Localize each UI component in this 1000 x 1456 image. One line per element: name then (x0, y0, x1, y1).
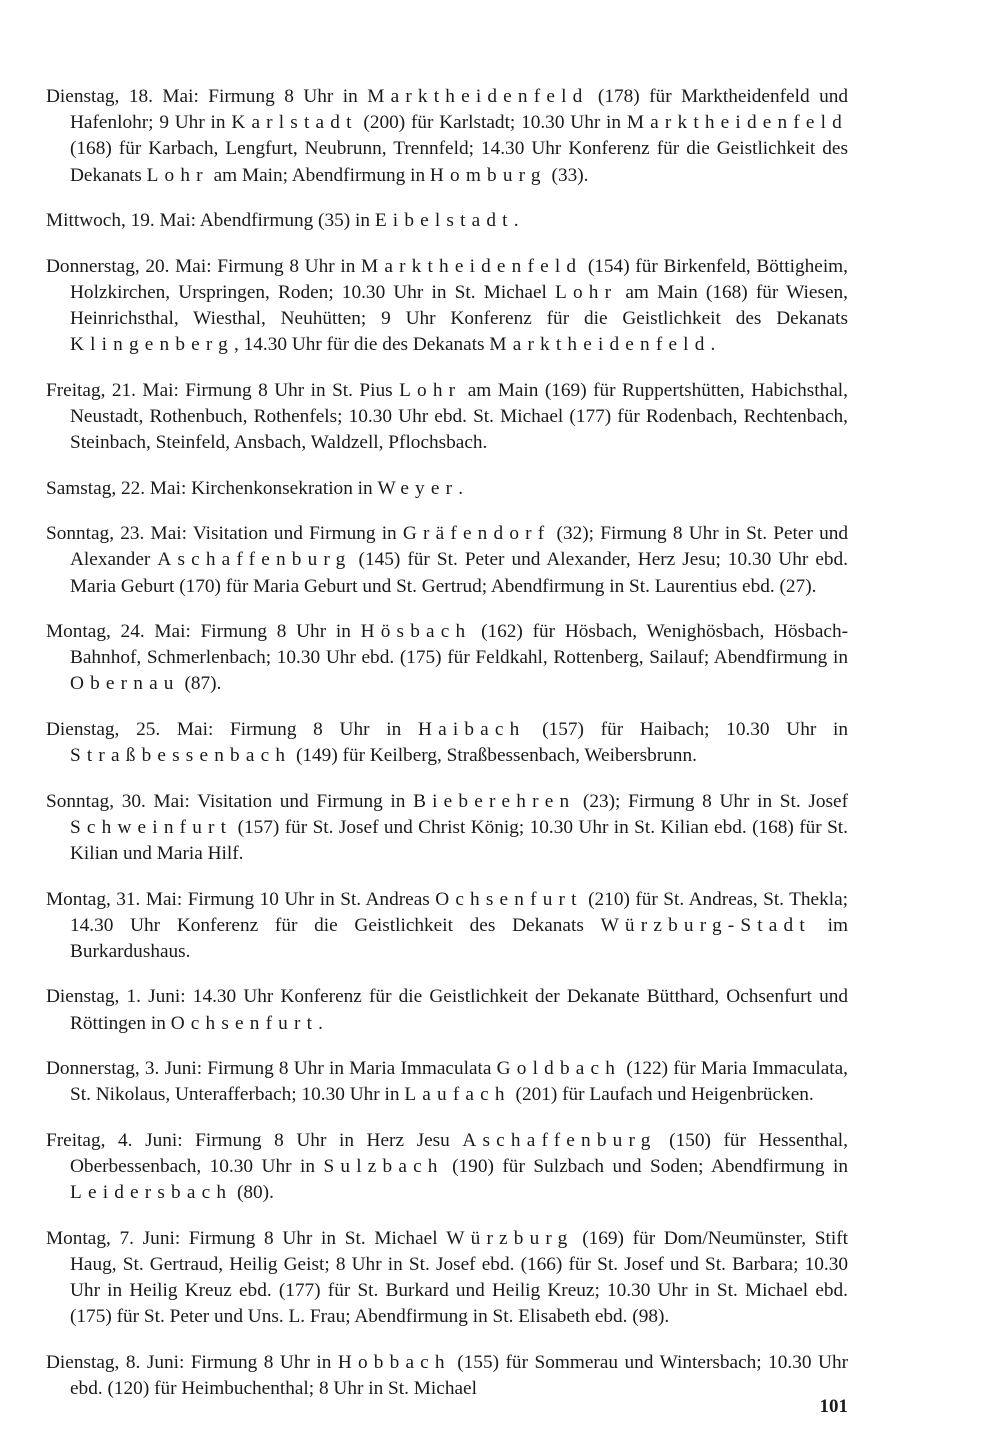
schedule-entry (46, 1056, 848, 1108)
entry-text: Donnerstag, 3. Juni: Firmung 8 Uhr in Maria Immaculata (46, 1058, 497, 1080)
entry-text: Sonntag, 23. Mai: Visitation und Firmung in (46, 523, 403, 545)
entry-text: am Main (169) für Ruppertshütten, Habichsthal, Neustadt, Rothenbuch, Rothenfels; 10.30 Uhr ebd. St. Michael (177) für Rodenbach, Rechtenbach, Steinbach, Steinfeld, Ansbach, Waldzell, Pflochsbach. (70, 379, 848, 454)
place-name: Sulzbach (323, 1156, 444, 1178)
schedule-entry (46, 378, 848, 457)
schedule-entry (46, 521, 848, 600)
place-name: Ochsenfurt (170, 1012, 319, 1034)
entry-text: am Main; Abendfirmung in (208, 164, 430, 186)
place-name: Straßbessenbach (70, 745, 292, 767)
schedule-entry (46, 789, 848, 868)
entry-text: (201) für Laufach und Heigenbrücken. (510, 1084, 814, 1106)
entry-text: (210) für St. Andreas, St. Thekla; 14.30 Uhr Konferenz für die Geistlichkeit des Dekanats (70, 888, 848, 936)
entry-text: Montag, 31. Mai: Firmung 10 Uhr in St. Andreas (46, 888, 436, 910)
entry-text: (32); Firmung 8 Uhr in St. Peter und Alexander (70, 523, 848, 571)
entry-text: im Burkardushaus. (70, 914, 848, 962)
schedule-entry (46, 1128, 848, 1207)
place-name: Würzburg (446, 1227, 574, 1249)
schedule-entry (46, 717, 848, 769)
entry-text: . (458, 477, 464, 499)
place-name: Marktheidenfeld (489, 334, 711, 356)
schedule-entry (46, 1226, 848, 1331)
place-name: Marktheidenfeld (361, 255, 583, 277)
entry-text: (145) für St. Peter und Alexander, Herz Jesu; 10.30 Uhr ebd. Maria Geburt (170) für Maria Geburt und St. Gertrud; Abendfirmung in St. Laurentius ebd. (27). (70, 549, 848, 597)
entry-text: (178) für Marktheidenfeld und Hafenlohr; 9 Uhr in (70, 86, 848, 134)
entry-text: (149) für Keilberg, Straßbessenbach, Weibersbrunn. (291, 745, 697, 767)
place-name: Weyer (377, 477, 459, 499)
schedule-entry (46, 1350, 848, 1402)
entry-text: (154) für Birkenfeld, Böttigheim, Holzkirchen, Urspringen, Roden; 10.30 Uhr in St. Michael (70, 255, 848, 303)
entry-text: Freitag, 4. Juni: Firmung 8 Uhr in Herz Jesu (46, 1129, 463, 1151)
schedule-entry (46, 476, 848, 502)
entry-text: Donnerstag, 20. Mai: Firmung 8 Uhr in (46, 255, 362, 277)
entry-text: (150) für Hessenthal, Oberbessenbach, 10.30 Uhr in (70, 1129, 848, 1178)
entry-text: , 14.30 Uhr für die des Dekanats (233, 334, 490, 356)
entry-text: (157) für St. Josef und Christ König; 10.30 Uhr in St. Kilian ebd. (168) für St. Kilian und Maria Hilf. (70, 816, 848, 865)
place-name: Eibelstadt (374, 210, 514, 232)
place-name: Gräfendorf (402, 523, 551, 545)
entry-text: (162) für Hösbach, Wenighösbach, Hösbach-Bahnhof, Schmerlenbach; 10.30 Uhr ebd. (175) für Feldkahl, Rottenberg, Sailauf; Abendfirmung in (70, 621, 848, 669)
entry-text: Dienstag, 8. Juni: Firmung 8 Uhr in (46, 1351, 338, 1373)
entry-text: (169) für Dom/Neumünster, Stift Haug, St. Gertraud, Heilig Geist; 8 Uhr in St. Josef ebd. (166) für St. Josef und St. Barbara; 10.30 Uhr in Heilig Kreuz ebd. (177) für St. Burkard und Heilig Kreuz; 10.30 Uhr in St. Michael ebd. (175) für St. Peter und Uns. L. Frau; Abendfirmung in St. Elisabeth ebd. (98). (70, 1227, 849, 1328)
entry-text: Mittwoch, 19. Mai: Abendfirmung (35) in (46, 210, 375, 232)
entry-text: Samstag, 22. Mai: Kirchenkonsekration in (46, 477, 378, 499)
place-name: Marktheidenfeld (367, 86, 589, 107)
entry-text: (23); Firmung 8 Uhr in St. Josef (575, 790, 848, 812)
entry-text: (157) für Haibach; 10.30 Uhr in (525, 718, 848, 740)
place-name: Leidersbach (70, 1182, 233, 1204)
place-name: Ochsenfurt (435, 888, 583, 910)
entry-text: (33). (546, 164, 589, 186)
place-name: Würzburg-Stadt (600, 914, 811, 936)
place-name: Klingenberg (70, 334, 234, 356)
entry-text: (190) für Sulzbach und Soden; Abendfirmung in (443, 1156, 848, 1178)
entry-text: (200) für Karlstadt; 10.30 Uhr in (357, 112, 627, 134)
entry-text: (155) für Sommerau und Wintersbach; 10.30 Uhr ebd. (120) für Heimbuchenthal; 8 Uhr in St. Michael (70, 1351, 848, 1400)
place-name: Marktheidenfeld (626, 112, 848, 134)
place-name: Lohr (555, 281, 618, 303)
place-name: Karlstadt (231, 112, 358, 134)
entry-text: (122) für Maria Immaculata, St. Nikolaus, Unterafferbach; 10.30 Uhr in (70, 1058, 849, 1106)
entry-text: Montag, 7. Juni: Firmung 8 Uhr in St. Michael (46, 1227, 447, 1249)
place-name: Homburg (429, 164, 547, 186)
place-name: Hösbach (360, 621, 472, 643)
place-name: Hobbach (337, 1351, 451, 1373)
schedule-entries (46, 84, 848, 1407)
place-name: Schweinfurt (70, 816, 233, 838)
place-name: Obernau (70, 673, 180, 695)
entry-text: Dienstag, 18. Mai: Firmung 8 Uhr in (46, 86, 368, 107)
entry-text: (80). (232, 1182, 274, 1204)
entry-text: (87). (179, 673, 222, 695)
place-name: Lohr (399, 379, 462, 401)
entry-text: Dienstag, 25. Mai: Firmung 8 Uhr in (46, 718, 418, 740)
place-name: Lohr (146, 164, 209, 186)
schedule-entry (46, 84, 848, 189)
place-name: Aschaffenburg (462, 1129, 657, 1151)
entry-text: . (710, 334, 716, 356)
place-name: Bieberehren (413, 790, 576, 812)
page-number: 101 (819, 1396, 848, 1417)
entry-text: . (318, 1012, 323, 1034)
place-name: Laufach (404, 1084, 511, 1106)
schedule-entry (46, 887, 848, 966)
entry-text: . (513, 210, 519, 232)
entry-text: Freitag, 21. Mai: Firmung 8 Uhr in St. Pius (46, 379, 400, 401)
entry-text: (168) für Karbach, Lengfurt, Neubrunn, Trennfeld; 14.30 Uhr Konferenz für die Geistlichkeit des Dekanats (70, 138, 848, 186)
entry-text: am Main (168) für Wiesen, Heinrichsthal, Wiesthal, Neuhütten; 9 Uhr Konferenz für die Geistlichkeit des Dekanats (70, 281, 848, 330)
entry-text: Sonntag, 30. Mai: Visitation und Firmung in (46, 790, 414, 812)
place-name: Goldbach (496, 1058, 622, 1080)
schedule-entry (46, 984, 848, 1036)
schedule-entry (46, 208, 848, 234)
place-name: Aschaffenburg (157, 549, 352, 571)
schedule-entry (46, 619, 848, 698)
entry-text: Montag, 24. Mai: Firmung 8 Uhr in (46, 621, 361, 643)
entry-text: Dienstag, 1. Juni: 14.30 Uhr Konferenz für die Geistlichkeit der Dekanate Bütthard, Ochsenfurt und Röttingen in (46, 986, 848, 1034)
schedule-entry (46, 254, 848, 359)
place-name: Haibach (417, 718, 526, 740)
